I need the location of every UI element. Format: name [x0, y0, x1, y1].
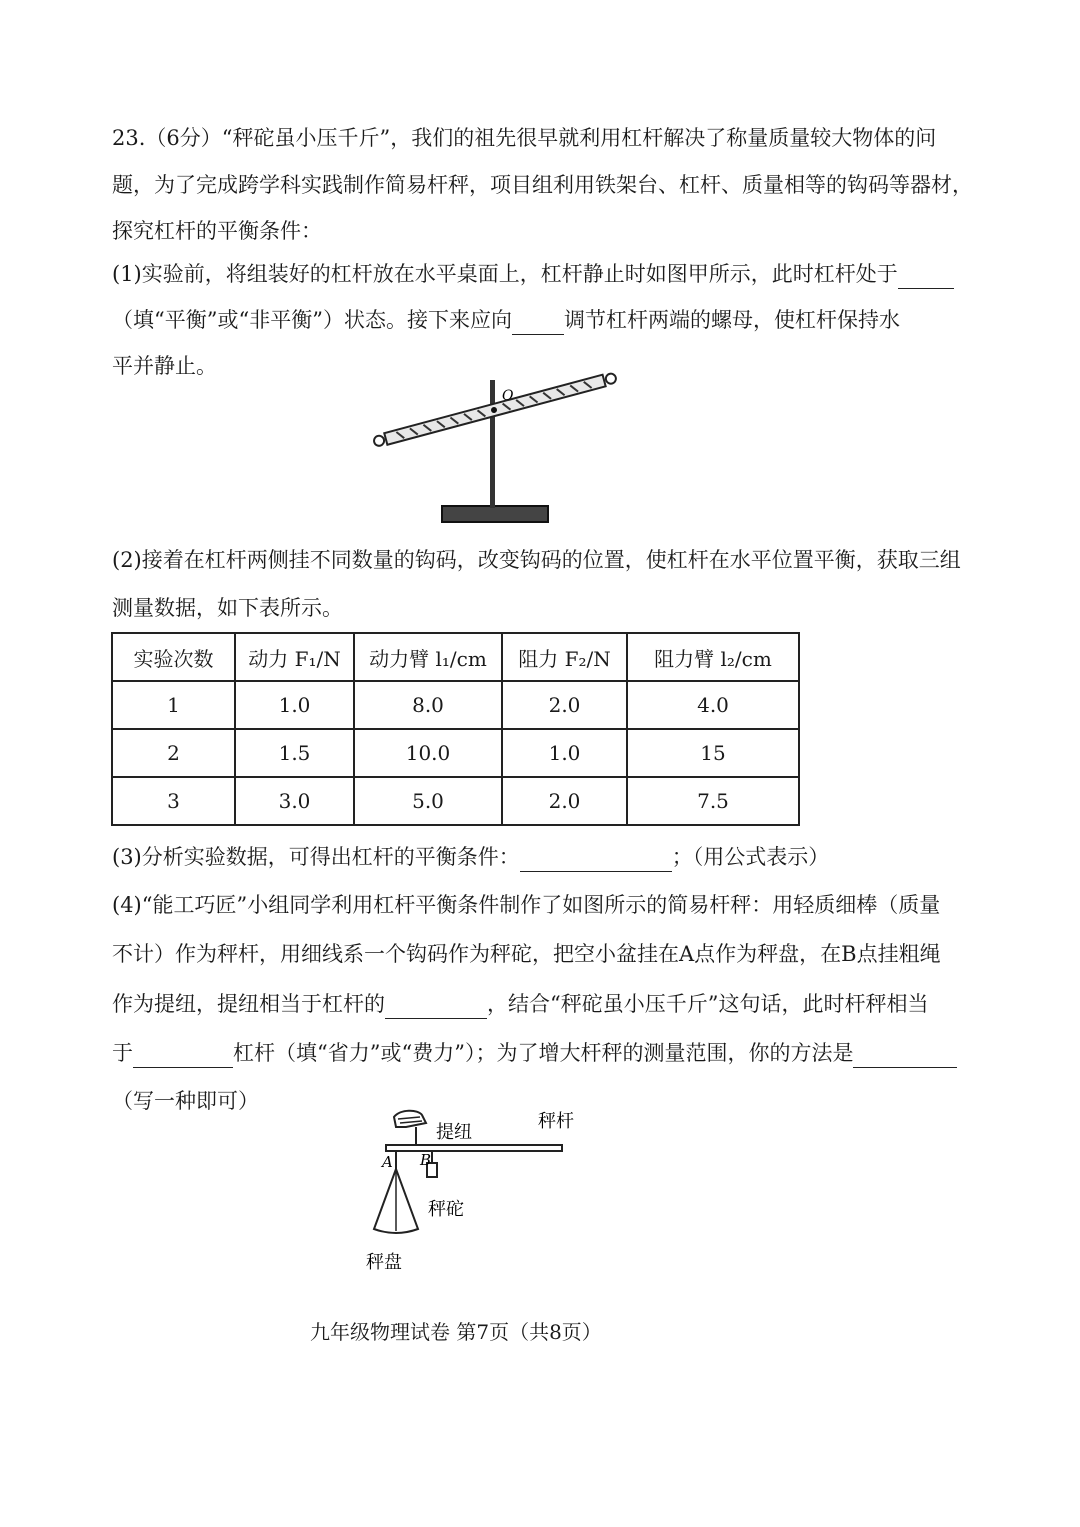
answer-blank-6[interactable]: [853, 1045, 957, 1068]
stand-pole: [490, 380, 495, 508]
table-cell: 5.0: [354, 777, 502, 825]
label-gan: 秤杆: [538, 1111, 574, 1132]
part4-line-2: 不计）作为秤杆，用细线系一个钩码作为秤砣，把空小盆挂在A点作为秤盘，在B点挂粗绳: [112, 942, 941, 966]
table-cell: 4.0: [627, 681, 799, 729]
answer-blank-2[interactable]: [512, 312, 564, 335]
part1-text-2a: （填“平衡”或“非平衡”）状态。接下来应向: [112, 308, 512, 332]
table-header-cell: 阻力臂 l₂/cm: [627, 633, 799, 681]
part4-line-4: [112, 1038, 948, 1068]
table-cell: 2.0: [502, 777, 627, 825]
right-nut: [605, 373, 617, 385]
part1-line-3: 平并静止。: [112, 354, 217, 378]
pivot-label: O: [502, 388, 514, 404]
table-cell: 7.5: [627, 777, 799, 825]
label-tiniu: 提纽: [436, 1122, 472, 1143]
part4-text-3a: 作为提纽，提纽相当于杠杆的: [112, 992, 385, 1016]
part1-text-2b: 调节杠杆两端的螺母，使杠杆保持水: [563, 308, 900, 332]
label-tuo: 秤砣: [428, 1199, 464, 1220]
label-a: A: [382, 1153, 393, 1171]
answer-blank-3[interactable]: [520, 849, 672, 872]
part1-line-1: [112, 259, 948, 289]
part3-text-b: ；（用公式表示）: [671, 845, 830, 869]
measurement-table: [111, 632, 800, 826]
part1-text-1: (1)实验前，将组装好的杠杆放在水平桌面上，杠杆静止时如图甲所示，此时杠杆处于: [112, 262, 898, 286]
part4-line-5: （写一种即可）: [112, 1089, 259, 1113]
part4-line-3: [112, 989, 948, 1019]
table-cell: 2.0: [502, 681, 627, 729]
part4-text-4b: 杠杆（填“省力”或“费力”）；为了增大杆秤的测量范围，你的方法是: [233, 1041, 854, 1065]
table-cell: 1.5: [235, 729, 354, 777]
part3-text-a: (3)分析实验数据，可得出杠杆的平衡条件：: [112, 845, 520, 869]
table-cell: 10.0: [354, 729, 502, 777]
lever-stand-figure: [360, 370, 630, 530]
answer-blank-5[interactable]: [133, 1045, 233, 1068]
table-row: [112, 777, 799, 825]
table-header-cell: 阻力 F₂/N: [502, 633, 627, 681]
question-line-2: 题，为了完成跨学科实践制作简易杆秤，项目组利用铁架台、杠杆、质量相等的钩码等器材，: [112, 173, 973, 197]
part4-text-4a: 于: [112, 1041, 133, 1065]
table-cell: 3.0: [235, 777, 354, 825]
table-cell: 2: [112, 729, 235, 777]
label-b: B: [420, 1151, 432, 1169]
table-header-cell: 动力 F₁/N: [235, 633, 354, 681]
steelyard-figure: [360, 1105, 590, 1275]
steelyard-rod: [386, 1145, 562, 1151]
table-header-cell: 动力臂 l₁/cm: [354, 633, 502, 681]
part2-line-2: 测量数据，如下表所示。: [112, 596, 343, 620]
answer-blank-1[interactable]: [898, 266, 954, 289]
part4-line-1: (4)“能工巧匠”小组同学利用杠杆平衡条件制作了如图所示的简易杆秤：用轻质细棒（质量: [112, 893, 941, 917]
table-cell: 1.0: [235, 681, 354, 729]
part3-line: [112, 842, 948, 872]
question-line-3: 探究杠杆的平衡条件：: [112, 219, 322, 243]
question-line-1: 23.（6分）“秤砣虽小压千斤”，我们的祖先很早就利用杠杆解决了称量质量较大物体的问: [112, 126, 937, 150]
table-header-cell: 实验次数: [112, 633, 235, 681]
table-cell: 3: [112, 777, 235, 825]
table-cell: 1: [112, 681, 235, 729]
table-cell: 15: [627, 729, 799, 777]
page-footer: 九年级物理试卷 第7页（共8页）: [310, 1320, 602, 1344]
table-cell: 8.0: [354, 681, 502, 729]
part1-line-2: [112, 305, 948, 335]
label-pan: 秤盘: [366, 1252, 402, 1273]
left-nut: [373, 435, 385, 447]
table-cell: 1.0: [502, 729, 627, 777]
table-row: [112, 729, 799, 777]
table-row: [112, 681, 799, 729]
part2-line-1: (2)接着在杠杆两侧挂不同数量的钩码，改变钩码的位置，使杠杆在水平位置平衡，获取三组: [112, 548, 961, 572]
stand-base: [442, 506, 548, 522]
table-header-row: [112, 633, 799, 681]
part4-text-3b: ，结合“秤砣虽小压千斤”这句话，此时杆秤相当: [487, 992, 929, 1016]
answer-blank-4[interactable]: [385, 996, 487, 1019]
